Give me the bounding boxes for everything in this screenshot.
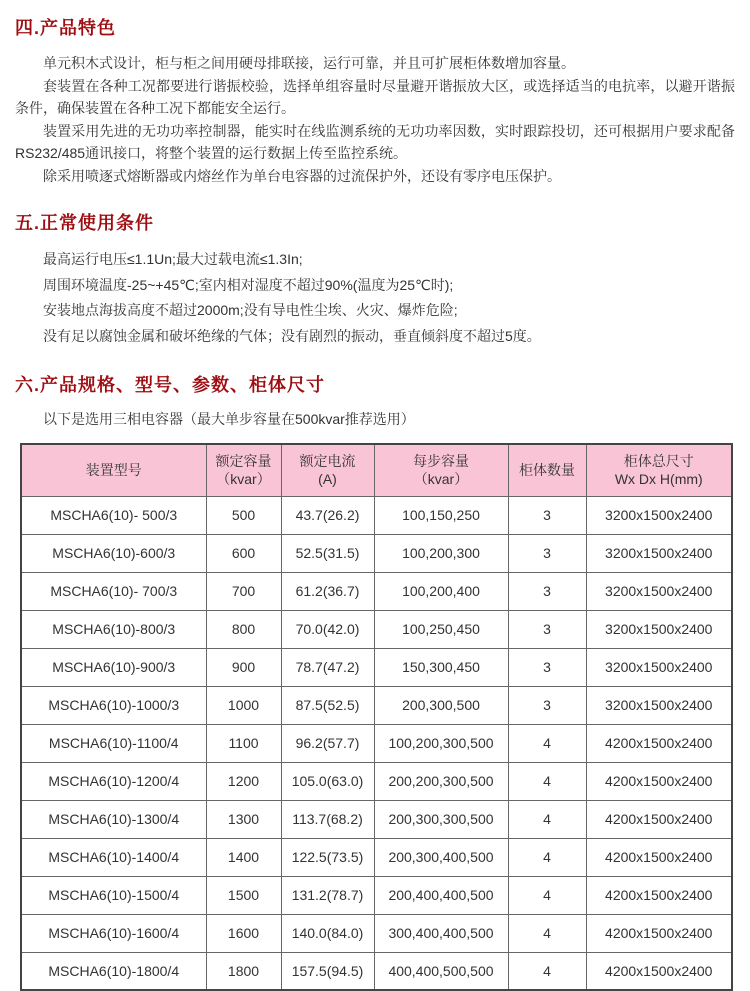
table-cell: MSCHA6(10)-1000/3 bbox=[21, 686, 206, 724]
table-cell: 1300 bbox=[206, 800, 281, 838]
table-cell: 3200x1500x2400 bbox=[586, 610, 732, 648]
table-cell: 200,400,400,500 bbox=[374, 876, 508, 914]
table-row bbox=[21, 724, 732, 762]
section-specifications bbox=[15, 371, 735, 991]
table-cell: 87.5(52.5) bbox=[281, 686, 374, 724]
table-cell: 4200x1500x2400 bbox=[586, 914, 732, 952]
table-cell: 100,250,450 bbox=[374, 610, 508, 648]
table-cell: 3 bbox=[508, 610, 586, 648]
table-row bbox=[21, 648, 732, 686]
feature-paragraph: 单元积木式设计，柜与柜之间用硬母排联接，运行可靠，并且可扩展柜体数增加容量。 bbox=[43, 55, 575, 71]
table-cell: 70.0(42.0) bbox=[281, 610, 374, 648]
table-cell: 100,200,300 bbox=[374, 534, 508, 572]
table-cell: 200,300,500 bbox=[374, 686, 508, 724]
table-cell: 3200x1500x2400 bbox=[586, 648, 732, 686]
table-cell: 1800 bbox=[206, 952, 281, 990]
feature-paragraph: 除采用喷逐式熔断器或内熔丝作为单台电容器的过流保护外，还设有零序电压保护。 bbox=[43, 167, 561, 184]
table-cell: 4200x1500x2400 bbox=[586, 762, 732, 800]
table-cell: MSCHA6(10)-800/3 bbox=[21, 610, 206, 648]
table-cell: 3200x1500x2400 bbox=[586, 572, 732, 610]
table-cell: 157.5(94.5) bbox=[281, 952, 374, 990]
table-row bbox=[21, 800, 732, 838]
table-cell: 1600 bbox=[206, 914, 281, 952]
table-cell: 3200x1500x2400 bbox=[586, 686, 732, 724]
table-cell: 122.5(73.5) bbox=[281, 838, 374, 876]
table-cell: 4 bbox=[508, 838, 586, 876]
table-cell: 700 bbox=[206, 572, 281, 610]
table-cell: 1100 bbox=[206, 724, 281, 762]
table-row bbox=[21, 876, 732, 914]
feature-paragraph: 套装置在各种工况都要进行谐振校验，选择单组容量时尽量避开谐振放大区，或选择适当的电抗率，以避开谐振条件，确保装置在各种工况下都能安全运行。 bbox=[15, 77, 735, 116]
spec-table-header bbox=[21, 444, 732, 496]
table-row bbox=[21, 838, 732, 876]
table-header-cell: 柜体总尺寸 Wx Dx H(mm) bbox=[586, 444, 732, 496]
features-heading: 四.产品特色 bbox=[15, 18, 117, 38]
table-cell: 3 bbox=[508, 572, 586, 610]
table-cell: 100,150,250 bbox=[374, 496, 508, 534]
feature-paragraph: 装置采用先进的无功功率控制器，能实时在线监测系统的无功功率因数，实时跟踪投切，还可根据用户要求配备RS232/485通讯接口，将整个装置的运行数据上传至监控系统。 bbox=[15, 122, 735, 161]
table-cell: MSCHA6(10)- 700/3 bbox=[21, 572, 206, 610]
table-cell: MSCHA6(10)-600/3 bbox=[21, 534, 206, 572]
condition-line: 没有足以腐蚀金属和破坏绝缘的气体；没有剧烈的振动，垂直倾斜度不超过5度。 bbox=[43, 327, 541, 344]
table-row bbox=[21, 572, 732, 610]
table-cell: 4200x1500x2400 bbox=[586, 876, 732, 914]
table-row bbox=[21, 686, 732, 724]
table-cell: 131.2(78.7) bbox=[281, 876, 374, 914]
table-cell: 4200x1500x2400 bbox=[586, 952, 732, 990]
table-cell: 105.0(63.0) bbox=[281, 762, 374, 800]
table-header-cell: 柜体数量 bbox=[508, 444, 586, 496]
spec-table bbox=[20, 443, 733, 991]
table-cell: 4200x1500x2400 bbox=[586, 724, 732, 762]
table-cell: MSCHA6(10)- 500/3 bbox=[21, 496, 206, 534]
table-cell: 4200x1500x2400 bbox=[586, 800, 732, 838]
table-cell: 1000 bbox=[206, 686, 281, 724]
table-row bbox=[21, 914, 732, 952]
table-cell: 4 bbox=[508, 762, 586, 800]
table-cell: 200,200,300,500 bbox=[374, 762, 508, 800]
table-cell: MSCHA6(10)-1400/4 bbox=[21, 838, 206, 876]
specs-intro: 以下是选用三相电容器（最大单步容量在500kvar推荐选用） bbox=[43, 411, 415, 427]
table-cell: 3200x1500x2400 bbox=[586, 534, 732, 572]
table-row bbox=[21, 762, 732, 800]
table-cell: 3200x1500x2400 bbox=[586, 496, 732, 534]
table-cell: 100,200,400 bbox=[374, 572, 508, 610]
table-cell: MSCHA6(10)-1500/4 bbox=[21, 876, 206, 914]
table-cell: MSCHA6(10)-900/3 bbox=[21, 648, 206, 686]
section-usage-conditions bbox=[15, 209, 735, 349]
table-cell: 300,400,400,500 bbox=[374, 914, 508, 952]
condition-line: 安装地点海拔高度不超过2000m;没有导电性尘埃、火灾、爆炸危险; bbox=[43, 302, 458, 318]
table-cell: MSCHA6(10)-1100/4 bbox=[21, 724, 206, 762]
table-header-cell: 每步容量 （kvar） bbox=[374, 444, 508, 496]
table-cell: 43.7(26.2) bbox=[281, 496, 374, 534]
table-cell: 113.7(68.2) bbox=[281, 800, 374, 838]
table-cell: 61.2(36.7) bbox=[281, 572, 374, 610]
table-cell: 200,300,400,500 bbox=[374, 838, 508, 876]
table-cell: 78.7(47.2) bbox=[281, 648, 374, 686]
table-header-row bbox=[21, 444, 732, 496]
table-cell: 4 bbox=[508, 800, 586, 838]
table-cell: MSCHA6(10)-1200/4 bbox=[21, 762, 206, 800]
table-cell: 4200x1500x2400 bbox=[586, 838, 732, 876]
table-cell: 3 bbox=[508, 686, 586, 724]
table-cell: MSCHA6(10)-1600/4 bbox=[21, 914, 206, 952]
table-cell: 100,200,300,500 bbox=[374, 724, 508, 762]
section-product-features bbox=[15, 14, 735, 187]
table-cell: 600 bbox=[206, 534, 281, 572]
table-cell: 1400 bbox=[206, 838, 281, 876]
table-cell: 500 bbox=[206, 496, 281, 534]
table-cell: 800 bbox=[206, 610, 281, 648]
table-cell: 150,300,450 bbox=[374, 648, 508, 686]
table-cell: 4 bbox=[508, 876, 586, 914]
table-row bbox=[21, 496, 732, 534]
table-row bbox=[21, 610, 732, 648]
condition-line: 周围环境温度-25~+45℃;室内相对湿度不超过90%(温度为25℃时); bbox=[43, 276, 454, 293]
table-row bbox=[21, 952, 732, 990]
table-header-cell: 额定电流 (A) bbox=[281, 444, 374, 496]
table-cell: 3 bbox=[508, 648, 586, 686]
table-cell: 1500 bbox=[206, 876, 281, 914]
table-cell: 96.2(57.7) bbox=[281, 724, 374, 762]
table-cell: 900 bbox=[206, 648, 281, 686]
condition-line: 最高运行电压≤1.1Un;最大过载电流≤1.3In; bbox=[43, 251, 303, 267]
table-cell: 1200 bbox=[206, 762, 281, 800]
table-cell: 140.0(84.0) bbox=[281, 914, 374, 952]
table-cell: 4 bbox=[508, 724, 586, 762]
table-cell: 4 bbox=[508, 952, 586, 990]
table-cell: 52.5(31.5) bbox=[281, 534, 374, 572]
table-cell: 4 bbox=[508, 914, 586, 952]
table-cell: 400,400,500,500 bbox=[374, 952, 508, 990]
conditions-heading: 五.正常使用条件 bbox=[15, 213, 155, 233]
spec-table-body bbox=[21, 496, 732, 990]
table-cell: 3 bbox=[508, 496, 586, 534]
table-header-cell: 额定容量 （kvar） bbox=[206, 444, 281, 496]
table-cell: MSCHA6(10)-1300/4 bbox=[21, 800, 206, 838]
table-row bbox=[21, 534, 732, 572]
table-cell: 3 bbox=[508, 534, 586, 572]
table-header-cell: 装置型号 bbox=[21, 444, 206, 496]
table-cell: MSCHA6(10)-1800/4 bbox=[21, 952, 206, 990]
specs-heading: 六.产品规格、型号、参数、柜体尺寸 bbox=[15, 375, 325, 395]
table-cell: 200,300,300,500 bbox=[374, 800, 508, 838]
